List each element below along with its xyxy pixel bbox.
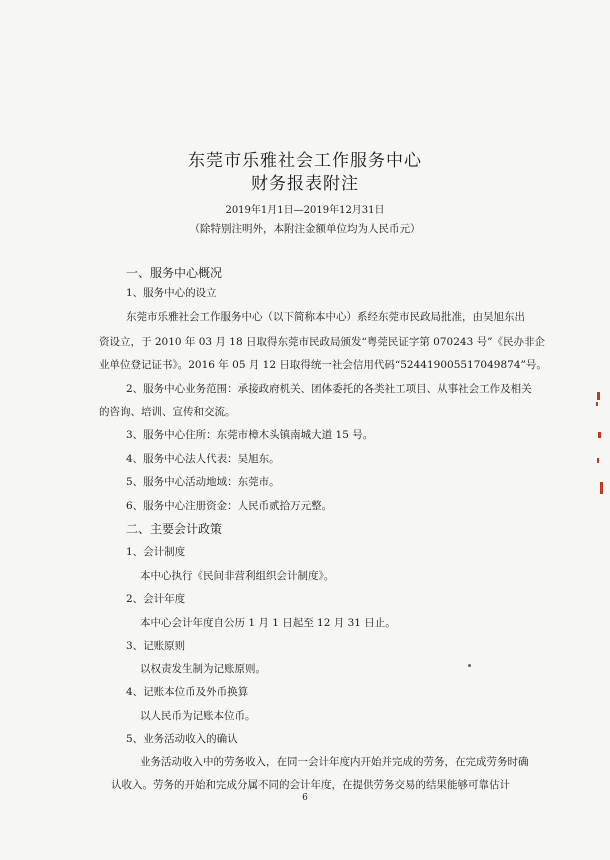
section2-line: 本中心执行《民间非营利组织会计制度》。 (140, 570, 335, 582)
document-title: 东莞市乐雅社会工作服务中心 (188, 151, 422, 171)
date-range: 2019年1月1日—2019年12月31日 (225, 205, 385, 216)
section1-line: 资设立，于 2010 年 03 月 18 日取得东莞市民政局颁发“粤莞民证字第 070243 号”《民办非企 (99, 336, 545, 348)
seal-edge-mark (600, 482, 603, 494)
section2-line: 本中心会计年度自公历 1 月 1 日起至 12 月 31 日止。 (140, 617, 396, 629)
section1-line: 6、服务中心注册资金：人民币贰拾万元整。 (126, 500, 333, 512)
scan-speck (468, 664, 471, 667)
section2-line: 以权责发生制为记账原则。 (140, 663, 266, 675)
section2-heading: 二、主要会计政策 (126, 522, 223, 536)
document-subtitle: 财务报表附注 (251, 174, 359, 194)
seal-edge-mark (597, 458, 599, 463)
section2-line: 业务活动收入中的劳务收入，在同一会计年度内开始并完成的劳务，在完成劳务时确 (140, 756, 529, 768)
section1-line: 东莞市乐雅社会工作服务中心（以下简称本中心）系经东莞市民政局批准，由吴旭东出 (126, 311, 525, 323)
section1-line: 3、服务中心住所：东莞市樟木头镇南城大道 15 号。 (126, 429, 374, 441)
seal-edge-mark (598, 432, 601, 438)
seal-edge-mark (596, 402, 598, 406)
section2-line: 以人民币为记账本位币。 (140, 710, 256, 722)
section1-line: 4、服务中心法人代表：吴旭东。 (126, 453, 280, 465)
section2-line: 1、会计制度 (126, 546, 186, 558)
section2-line: 5、业务活动收入的确认 (126, 733, 238, 745)
section1-line: 5、服务中心活动地域：东莞市。 (126, 476, 280, 488)
section1-line: 1、服务中心的设立 (126, 287, 217, 299)
unit-note: （除特别注明外，本附注金额单位均为人民币元） (189, 223, 421, 235)
section2-line: 2、会计年度 (126, 593, 186, 605)
section1-line: 的咨询、培训、宣传和交流。 (99, 406, 236, 418)
section1-line: 业单位登记证书》。2016 年 05 月 12 日取得统一社会信用代码“524419005517049874”号。 (99, 359, 547, 371)
seal-edge-mark (597, 392, 600, 400)
section2-line: 4、记账本位币及外币换算 (126, 686, 249, 698)
section1-line: 2、服务中心业务范围：承接政府机关、团体委托的各类社工项目、从事社会工作及相关 (126, 383, 532, 395)
section2-line: 3、记账原则 (126, 640, 186, 652)
section1-heading: 一、服务中心概况 (126, 266, 223, 280)
section2-line: 认收入。劳务的开始和完成分属不同的会计年度，在提供劳务交易的结果能够可靠估计 (111, 779, 510, 791)
page-number: 6 (302, 793, 308, 803)
